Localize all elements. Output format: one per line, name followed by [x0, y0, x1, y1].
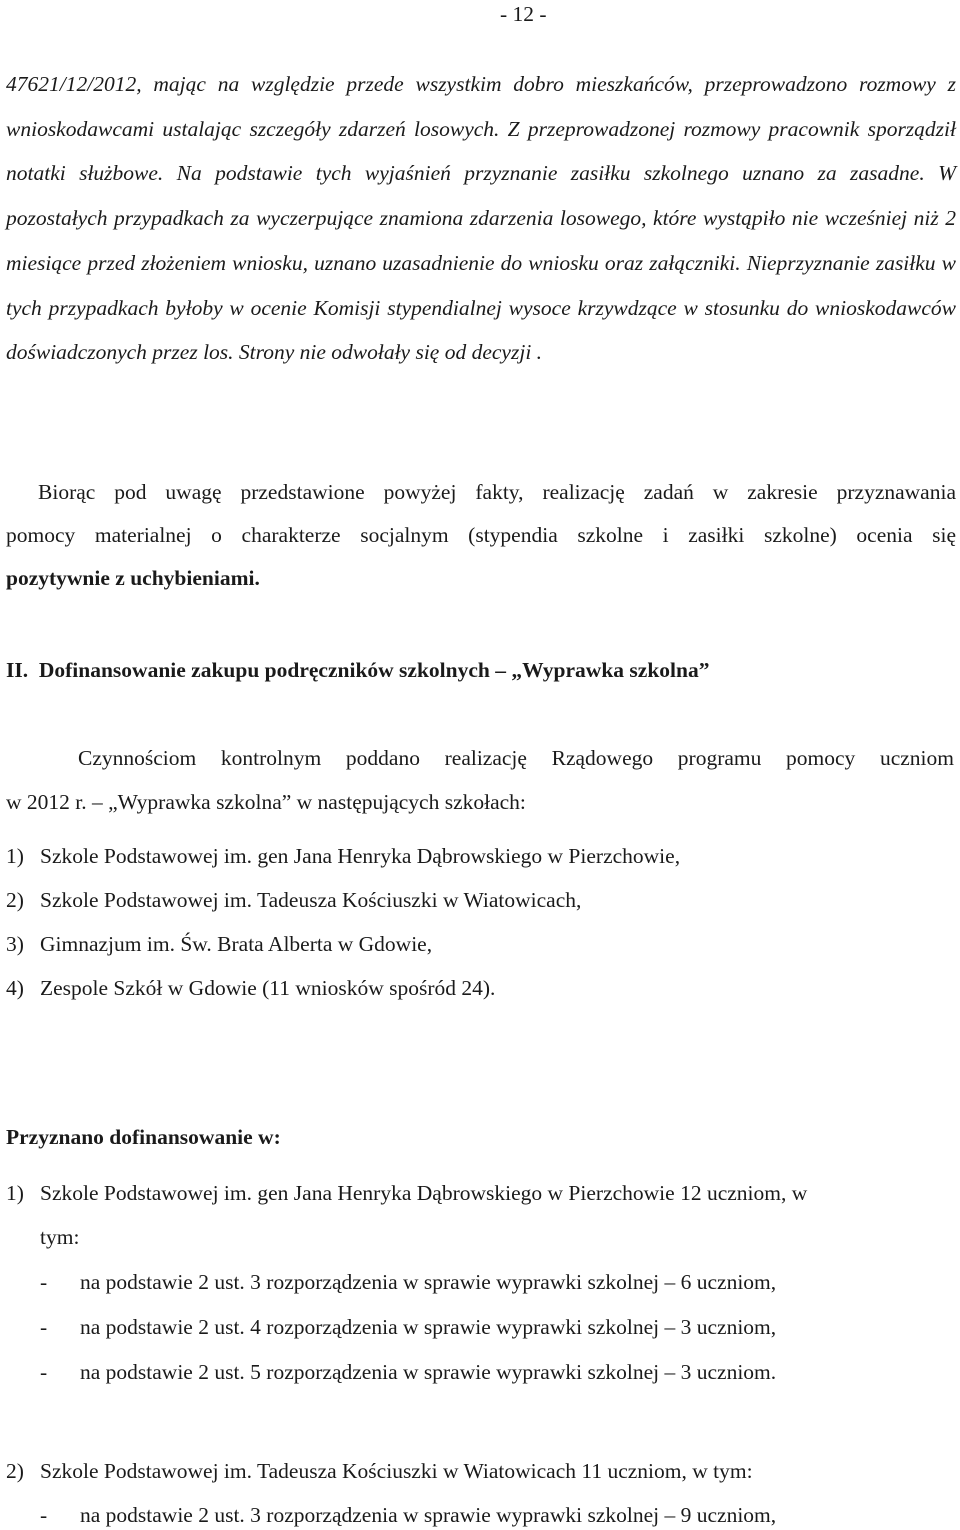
school-list-item: 3) Gimnazjum im. Św. Brata Alberta w Gdowie, — [6, 932, 433, 956]
section-number: II. — [6, 658, 29, 682]
granted-item: 2) Szkole Podstawowej im. Tadeusza Kościuszki w Wiatowicach 11 uczniom, w tym: — [6, 1459, 753, 1483]
granted-subitem: - na podstawie 2 ust. 3 rozporządzenia w sprawie wyprawki szkolnej – 9 uczniom, — [40, 1503, 777, 1527]
granted-item: 1) Szkole Podstawowej im. gen Jana Henryka Dąbrowskiego w Pierzchowie 12 uczniom, w — [6, 1181, 808, 1205]
school-list-item: 1) Szkole Podstawowej im. gen Jana Henryka Dąbrowskiego w Pierzchowie, — [6, 844, 681, 868]
school-list-item: 2) Szkole Podstawowej im. Tadeusza Kościuszki w Wiatowicach, — [6, 888, 582, 912]
assessment-line-1: Biorąc pod uwagę przedstawione powyżej fakty, realizację zadań w zakresie przyznawania — [38, 480, 956, 504]
control-intro-line-2: w 2012 r. – „Wyprawka szkolna” w następujących szkołach: — [6, 790, 526, 814]
granted-subitem: - na podstawie 2 ust. 3 rozporządzenia w sprawie wyprawki szkolnej – 6 uczniom, — [40, 1270, 777, 1294]
granted-item-continuation: tym: — [40, 1225, 80, 1249]
assessment-line-2: pomocy materialnej o charakterze socjalnym (stypendia szkolne i zasiłki szkolne) ocenia się — [6, 523, 956, 547]
intro-paragraph: 47621/12/2012, mając na względzie przede wszystkim dobro mieszkańców, przeprowadzono rozmowy z wnioskodawcami ustalając szczegóły zdarzeń losowych. Z przeprowadzonej rozmowy pracownik sporządził notatki służbowe. Na podstawie tych wyjaśnień przyznanie zasiłku szkolnego uznano za zasadne. W pozostałych przypadkach za wyczerpujące znamiona zdarzenia losowego, które wystąpiło nie wcześniej niż 2 miesiące przed złożeniem wniosku, uznano uzasadnienie do wniosku oraz załączniki. Nieprzyznanie zasiłku w tych przypadkach byłoby w ocenie Komisji stypendialnej wysoce krzywdzące w stosunku do wnioskodawców doświadczonych przez los. Strony nie odwołały się od decyzji . — [6, 72, 956, 365]
school-list-item: 4) Zespole Szkół w Gdowie (11 wniosków spośród 24). — [6, 976, 496, 1000]
page-number: - 12 - — [500, 2, 547, 26]
section-title: Dofinansowanie zakupu podręczników szkolnych – „Wyprawka szkolna” — [38, 658, 710, 682]
control-intro-line-1: Czynnościom kontrolnym poddano realizację Rządowego programu pomocy uczniom — [78, 746, 954, 770]
assessment-conclusion: pozytywnie z uchybieniami. — [6, 566, 260, 590]
granted-heading: Przyznano dofinansowanie w: — [6, 1125, 281, 1149]
granted-subitem: - na podstawie 2 ust. 4 rozporządzenia w sprawie wyprawki szkolnej – 3 uczniom, — [40, 1315, 777, 1339]
granted-subitem: - na podstawie 2 ust. 5 rozporządzenia w sprawie wyprawki szkolnej – 3 uczniom. — [40, 1360, 777, 1384]
section-heading — [6, 655, 956, 685]
